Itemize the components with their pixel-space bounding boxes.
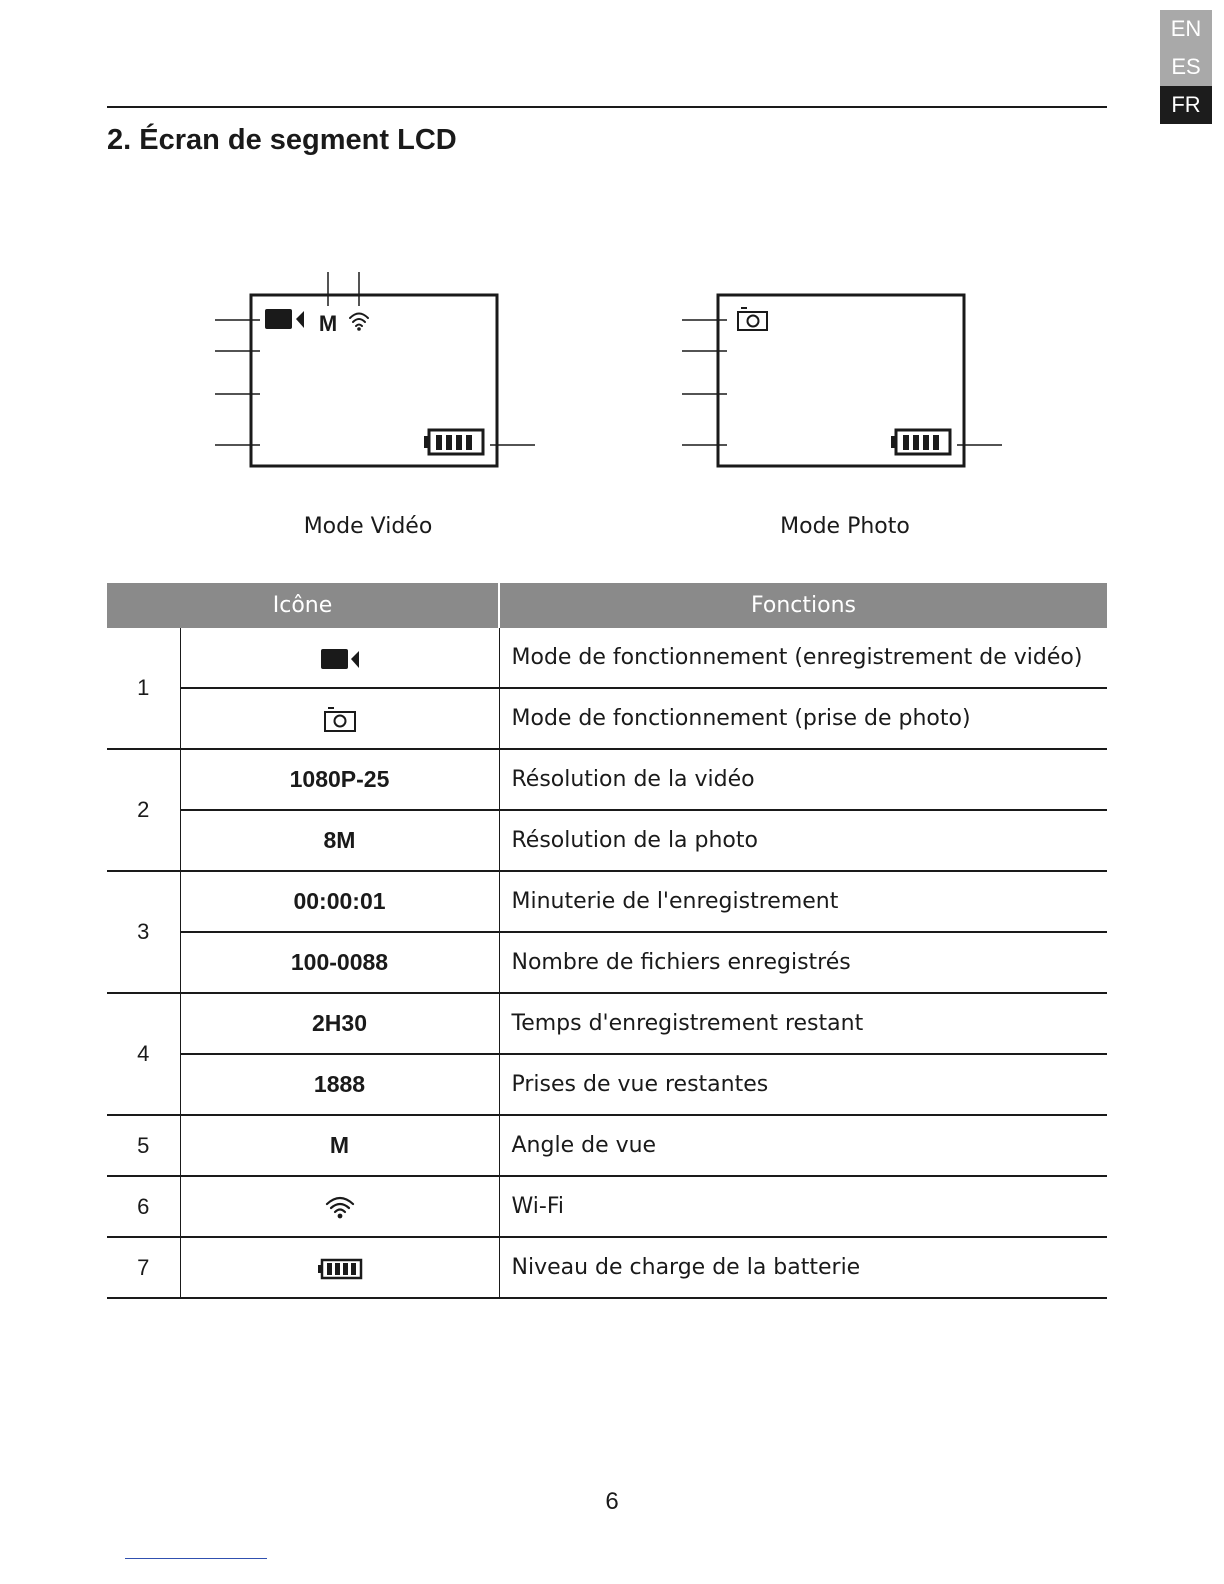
wifi-icon [180,1176,499,1237]
page-number: 6 [605,1488,619,1515]
icon-text: 2H30 [180,993,499,1054]
footnote-divider [125,1558,267,1559]
battery-icon [180,1237,499,1298]
function-description: Minuterie de l'enregistrement [499,871,1107,932]
function-description: Résolution de la vidéo [499,749,1107,810]
icon-text: 00:00:01 [180,871,499,932]
table-row [107,688,1107,749]
icon-text: M [180,1115,499,1176]
function-description: Nombre de fichiers enregistrés [499,932,1107,993]
icon-text: 1080P-25 [180,749,499,810]
table-row [107,932,1107,993]
function-description: Niveau de charge de la batterie [499,1237,1107,1298]
table-row [107,749,1107,810]
icon-function-table [107,583,1107,1299]
battery-icon [424,430,483,454]
language-tabs [1160,10,1212,124]
section-title: 2. Écran de segment LCD [107,124,457,156]
table-row [107,1176,1107,1237]
header-divider [107,106,1107,108]
video-mode-lcd-diagram [200,260,540,480]
function-description: Angle de vue [499,1115,1107,1176]
photo-camera-icon [180,688,499,749]
icon-text: 1888 [180,1054,499,1115]
table-row [107,1237,1107,1298]
table-header-row [107,583,1107,628]
row-number: 4 [107,993,180,1115]
photo-mode-caption: Mode Photo [780,514,910,539]
function-description: Résolution de la photo [499,810,1107,871]
video-mode-caption: Mode Vidéo [303,514,433,539]
table-row [107,1115,1107,1176]
row-number: 2 [107,749,180,871]
table-row [107,871,1107,932]
language-tab-en[interactable]: EN [1160,10,1212,48]
header-icon: Icône [107,583,499,628]
header-functions: Fonctions [499,583,1107,628]
table-row [107,628,1107,688]
row-number: 6 [107,1176,180,1237]
function-description: Mode de fonctionnement (prise de photo) [499,688,1107,749]
table-row [107,810,1107,871]
row-number: 7 [107,1237,180,1298]
function-description: Mode de fonctionnement (enregistrement de vidéo) [499,628,1107,688]
photo-mode-lcd-diagram [667,260,1007,480]
function-description: Prises de vue restantes [499,1054,1107,1115]
battery-icon [891,430,950,454]
row-number: 5 [107,1115,180,1176]
icon-text: 100-0088 [180,932,499,993]
row-number: 3 [107,871,180,993]
function-description: Temps d'enregistrement restant [499,993,1107,1054]
language-tab-fr[interactable]: FR [1160,86,1212,124]
video-camera-icon [180,628,499,688]
row-number: 1 [107,628,180,749]
language-tab-es[interactable]: ES [1160,48,1212,86]
function-description: Wi-Fi [499,1176,1107,1237]
icon-text: 8M [180,810,499,871]
table-row [107,1054,1107,1115]
mode-letter: M [318,311,338,336]
table-row [107,993,1107,1054]
